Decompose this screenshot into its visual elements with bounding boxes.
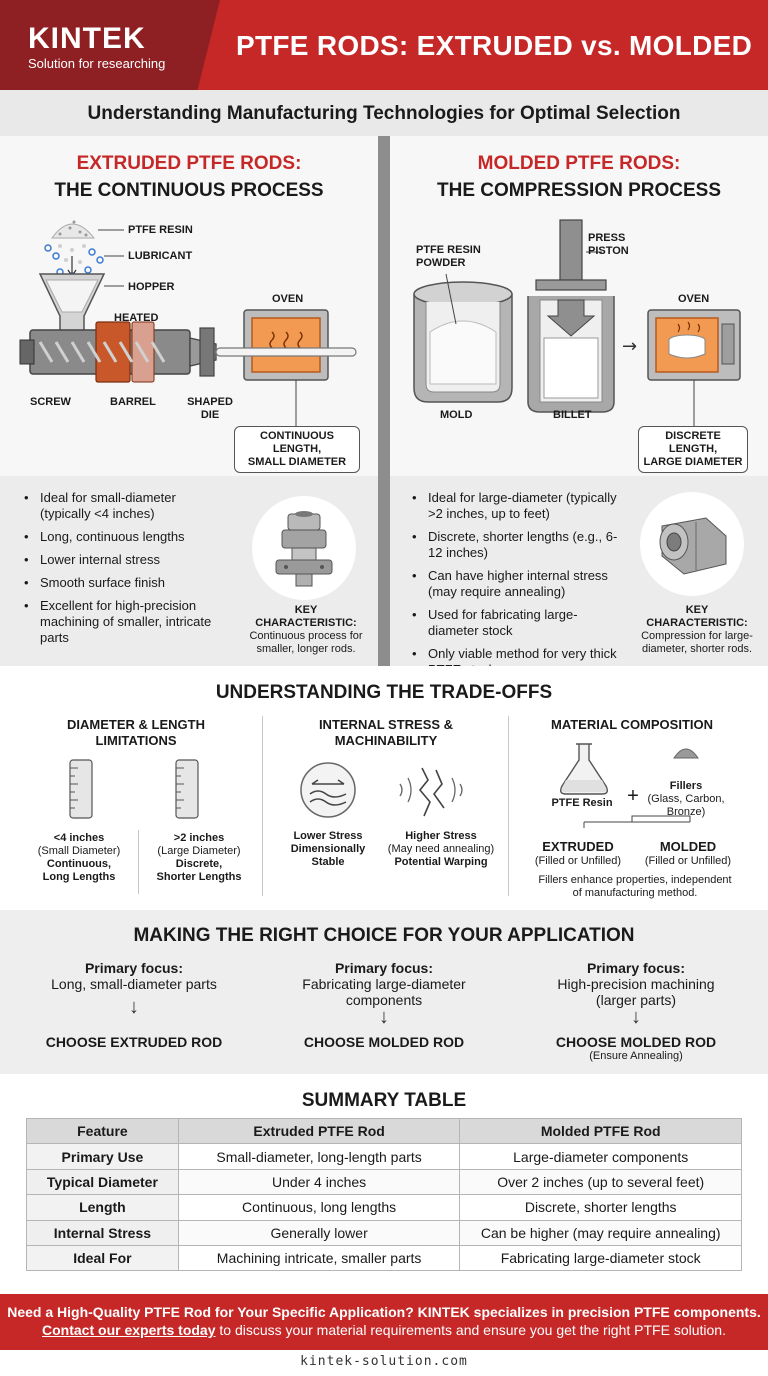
extruded-key-text: Continuous process for smaller, longer rods.	[249, 630, 363, 655]
cta-line1: Need a High-Quality PTFE Rod for Your Specific Application? KINTEK specializes in precision PTFE components.	[7, 1304, 761, 1320]
website-url[interactable]: kintek-solution.com	[300, 1354, 468, 1369]
brand-tagline: Solution for researching	[28, 56, 166, 71]
label-shaped: SHAPED	[187, 396, 233, 408]
choice-focus-label: Primary focus:	[84, 960, 184, 976]
label-mold: MOLD	[440, 409, 473, 421]
large-length-line1: Discrete,	[175, 858, 223, 870]
molded-result-line2: LARGE DIAMETER	[643, 456, 743, 468]
molded-feature-item: • Can have higher internal stress (may require annealing)	[412, 568, 622, 600]
table-row	[27, 1169, 742, 1194]
table-header-cell: Molded PTFE Rod	[460, 1119, 742, 1144]
small-ruler-icon	[70, 760, 92, 818]
molded-rod-render	[640, 492, 744, 596]
molded-feature-item: • Only viable method for very thick	[412, 646, 622, 678]
molded-title	[390, 153, 768, 202]
label-oven: OVEN	[272, 293, 304, 305]
tradeoff-diameter-title: DIAMETER & LENGTH LIMITATIONS	[67, 717, 205, 748]
tradeoff-stress-title: INTERNAL STRESS & MACHINABILITY	[318, 717, 454, 748]
choice-focus-3	[526, 960, 746, 1008]
fillers-footnote-line1: Fillers enhance properties, independent	[538, 874, 732, 886]
table-header-row	[27, 1119, 742, 1144]
lower-stress-line1: Lower Stress	[293, 830, 363, 842]
label-press-piston	[588, 232, 636, 258]
choice-focus-line2: components	[345, 992, 423, 1008]
molded-key-characteristic	[634, 604, 760, 656]
choice-focus-label: Primary focus:	[334, 960, 434, 976]
choice-focus-line1: Long, small-diameter parts	[51, 976, 217, 992]
table-cell-feature: Length	[27, 1195, 179, 1220]
choice-arrow-icon-2: ↓	[379, 1006, 389, 1028]
choice-title: MAKING THE RIGHT CHOICE FOR YOUR APPLICATION	[133, 925, 635, 946]
stress-graphic	[296, 760, 476, 824]
choice-pick-1: CHOOSE EXTRUDED ROD	[45, 1034, 223, 1050]
extruded-feature-item: • Lower internal stress	[24, 552, 218, 568]
filler-pile-icon	[674, 749, 698, 758]
large-length-line2: Shorter Lengths	[156, 871, 242, 883]
label-barrel: BARREL	[110, 396, 156, 408]
molded-title-line2: THE COMPRESSION PROCESS	[437, 180, 721, 201]
tradeoff-material-title: MATERIAL COMPOSITION	[550, 717, 714, 732]
label-molded-oven: OVEN	[678, 293, 710, 305]
fillers-sub2: Bronze)	[666, 806, 706, 818]
extruded-feature-item: • Excellent for high-precision machining of smaller, intricate parts	[24, 598, 218, 646]
table-cell-feature: Primary Use	[27, 1144, 179, 1169]
tradeoffs-title: UNDERSTANDING THE TRADE-OFFS	[215, 682, 553, 703]
label-hopper: HOPPER	[128, 281, 175, 293]
extruded-title-line2: THE CONTINUOUS PROCESS	[54, 180, 324, 201]
label-ptfe-resin: PTFE RESIN	[128, 224, 193, 236]
extruded-filled-label: EXTRUDED	[542, 839, 614, 854]
molded-filled-note	[636, 840, 740, 868]
molded-result-line1: DISCRETE LENGTH,	[665, 430, 721, 455]
rulers-graphic	[60, 756, 220, 822]
label-resin-powder-line1: PTFE RESIN	[416, 244, 481, 256]
higher-stress-line3: Potential Warping	[394, 856, 488, 868]
table-cell: Large-diameter components	[460, 1144, 742, 1169]
molding-oven-icon	[648, 310, 740, 380]
table-row	[27, 1195, 742, 1220]
lower-stress-line3: Stable	[311, 856, 345, 868]
choice-pick-3: CHOOSE MOLDED ROD	[555, 1034, 717, 1050]
table-cell: Machining intricate, smaller parts	[178, 1245, 460, 1270]
extruded-title	[0, 153, 378, 202]
label-billet: BILLET	[553, 409, 592, 421]
small-diameter-note	[20, 832, 138, 884]
molded-filled-label: MOLDED	[659, 839, 717, 854]
small-length-line2: Long Lengths	[42, 871, 116, 883]
tradeoffs-divider-2	[508, 716, 509, 896]
small-size-sub: (Small Diameter)	[37, 845, 121, 857]
large-size-sub: (Large Diameter)	[157, 845, 241, 857]
extruded-rod-icon	[216, 348, 356, 356]
extruded-rod-render	[252, 496, 356, 600]
resin-pile-icon	[52, 221, 94, 239]
extruded-result-line2: SMALL DIAMETER	[247, 456, 347, 468]
table-cell: Under 4 inches	[178, 1169, 460, 1194]
brand-logo[interactable]: KINTEK	[28, 22, 146, 55]
extrusion-oven-icon	[244, 310, 328, 380]
table-cell: Continuous, long lengths	[178, 1195, 460, 1220]
shaped-die-icon	[190, 328, 216, 376]
summary-table	[26, 1118, 742, 1271]
choice-focus-2	[274, 960, 494, 1008]
molded-filled-sub: (Filled or Unfilled)	[644, 855, 732, 867]
billet-icon	[544, 338, 598, 398]
label-press: PRESS	[588, 232, 626, 244]
higher-stress-line2: (May need annealing)	[387, 843, 495, 855]
label-die: DIE	[200, 409, 220, 421]
choice-focus-line1: Fabricating large-diameter	[302, 976, 466, 992]
molded-result-tag	[638, 426, 748, 473]
label-shaped-die	[184, 396, 236, 422]
page-subtitle: Understanding Manufacturing Technologies for Optimal Selection	[87, 103, 681, 124]
fillers-footnote-line2: of manufacturing method.	[572, 887, 698, 899]
table-row	[27, 1220, 742, 1245]
header-banner	[0, 0, 768, 90]
extruded-title-line1: EXTRUDED PTFE RODS:	[76, 153, 302, 174]
lower-stress-note	[278, 830, 378, 869]
page-title: PTFE RODS: EXTRUDED vs. MOLDED	[236, 30, 753, 61]
table-cell-feature: Ideal For	[27, 1245, 179, 1270]
large-diameter-note	[140, 832, 258, 884]
molded-part-icon	[640, 492, 744, 596]
choice-focus-label: Primary focus:	[586, 960, 686, 976]
small-length-line1: Continuous,	[46, 858, 112, 870]
molded-title-line1: MOLDED PTFE RODS:	[477, 153, 681, 174]
fillers-footnote	[520, 874, 750, 900]
extruded-bullets-panel	[0, 476, 378, 666]
table-cell: Can be higher (may require annealing)	[460, 1220, 742, 1245]
stress-crack-icon	[400, 768, 462, 816]
large-ruler-icon	[176, 760, 198, 818]
cta-line2-rest: to discuss your material requirements and ensure you get the right PTFE solution.	[215, 1322, 726, 1338]
stable-waves-icon	[301, 763, 355, 817]
label-screw: SCREW	[30, 396, 71, 408]
higher-stress-line1: Higher Stress	[405, 830, 477, 842]
extruded-result-tag	[234, 426, 360, 473]
extruded-feature-item: • Ideal for small-diameter (typically <4 inches)	[24, 490, 218, 522]
small-size: <4 inches	[53, 832, 105, 844]
cta-line2	[0, 1322, 768, 1338]
hopper-icon	[40, 274, 104, 332]
extruded-feature-item: • Smooth surface finish	[24, 575, 218, 591]
table-cell-feature: Typical Diameter	[27, 1169, 179, 1194]
table-cell: Over 2 inches (up to several feet)	[460, 1169, 742, 1194]
higher-stress-note	[380, 830, 502, 869]
lower-stress-line2: Dimensionally	[290, 843, 366, 855]
label-resin-powder-line2: POWDER	[416, 257, 466, 269]
table-cell: Fabricating large-diameter stock	[460, 1245, 742, 1270]
label-resin-powder	[416, 244, 492, 270]
extruded-key-title: KEY CHARACTERISTIC:	[255, 604, 357, 629]
tradeoffs-divider-1	[262, 716, 263, 896]
extruded-result-line1: CONTINUOUS LENGTH,	[260, 430, 334, 455]
table-cell: Discrete, shorter lengths	[460, 1195, 742, 1220]
extruded-part-icon	[252, 496, 356, 600]
choice-pick-2: CHOOSE MOLDED ROD	[303, 1034, 465, 1050]
molded-key-text: Compression for large-diameter, shorter rods.	[641, 630, 753, 655]
table-cell-feature: Internal Stress	[27, 1220, 179, 1245]
flask-icon	[561, 744, 608, 794]
molded-bullets-panel	[390, 476, 768, 666]
molded-feature-item: • Discrete, shorter lengths (e.g., 6-12 inches)	[412, 529, 622, 561]
molded-feature-item: • Ideal for large-diameter (typically >2 inches, up to feet)	[412, 490, 622, 522]
fillers-note	[636, 780, 736, 819]
extruded-filled-sub: (Filled or Unfilled)	[534, 855, 622, 867]
molded-key-title: KEY CHARACTERISTIC:	[646, 604, 748, 629]
table-row	[27, 1144, 742, 1169]
fillers-sub1: (Glass, Carbon,	[647, 793, 725, 805]
fillers-label: Fillers	[669, 780, 703, 792]
mold-icon	[414, 282, 512, 402]
extruded-feature-list	[24, 490, 218, 653]
label-piston: PISTON	[588, 245, 629, 257]
table-header-cell: Feature	[27, 1119, 179, 1144]
large-size: >2 inches	[173, 832, 225, 844]
table-row	[27, 1245, 742, 1270]
choice-arrow-icon-1: ↓	[129, 996, 139, 1018]
material-plus: +	[627, 785, 639, 807]
table-header-cell: Extruded PTFE Rod	[178, 1119, 460, 1144]
choice-note-3: (Ensure Annealing)	[589, 1050, 683, 1062]
ruler-divider	[138, 830, 139, 894]
choice-focus-line1: High-precision machining	[557, 976, 715, 992]
choice-focus-line2: (larger parts)	[595, 992, 677, 1008]
label-heated: HEATED	[114, 312, 159, 324]
extruded-key-characteristic	[244, 604, 368, 656]
choice-arrow-icon-3: ↓	[631, 1006, 641, 1028]
summary-title: SUMMARY TABLE	[301, 1090, 467, 1111]
table-cell: Small-diameter, long-length parts	[178, 1144, 460, 1169]
molded-feature-list	[412, 490, 622, 685]
choice-focus-1	[24, 960, 244, 992]
ptfe-resin-label: PTFE Resin	[551, 797, 613, 809]
label-lubricant: LUBRICANT	[128, 250, 193, 262]
extruded-feature-item: • Long, continuous lengths	[24, 529, 218, 545]
step-arrow-icon-2: →	[622, 336, 638, 357]
process-divider	[378, 136, 390, 666]
contact-experts-link[interactable]: Contact our experts today	[42, 1322, 216, 1338]
molded-feature-item: • Used for fabricating large-diameter stock	[412, 607, 622, 639]
extruded-filled-note	[526, 840, 630, 868]
table-cell: Generally lower	[178, 1220, 460, 1245]
